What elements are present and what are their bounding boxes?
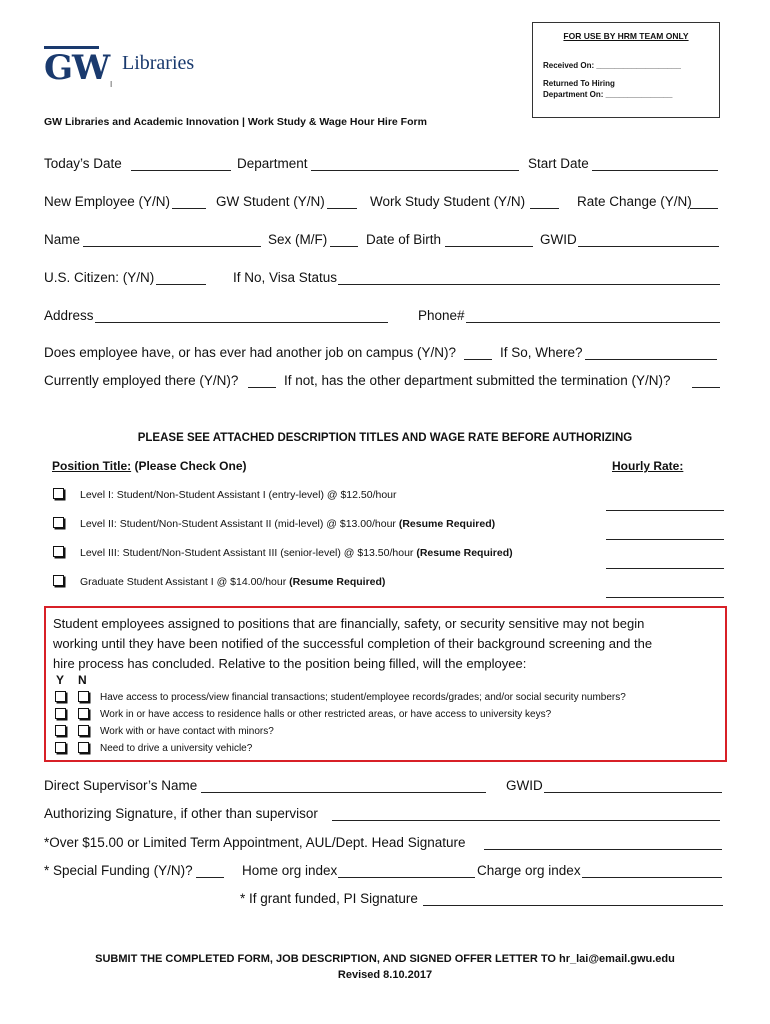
- todays-date-label: Today’s Date: [44, 156, 122, 171]
- hourly-rate-input-2[interactable]: [606, 539, 724, 540]
- hourly-rate-label: Hourly Rate:: [612, 459, 684, 473]
- address-input[interactable]: [95, 322, 388, 323]
- direct-supervisor-input[interactable]: [201, 792, 486, 793]
- no-column-label: N: [78, 673, 87, 687]
- direct-supervisor-label: Direct Supervisor’s Name: [44, 778, 198, 793]
- hourly-rate-input-3[interactable]: [606, 568, 724, 569]
- position-title-header: [52, 459, 247, 473]
- position-option-2: [80, 518, 495, 530]
- position-option-4: [80, 576, 385, 588]
- special-funding-label: * Special Funding (Y/N)?: [44, 863, 193, 878]
- charge-org-input[interactable]: [582, 877, 722, 878]
- address-label: Address: [44, 308, 94, 323]
- gw-logo: GW: [44, 48, 110, 88]
- bg-question-1: Have access to process/view financial transactions; student/employee records/grades; and/or social security numbers?: [100, 692, 626, 703]
- hrm-use-box: [532, 22, 720, 118]
- supervisor-gwid-label: GWID: [506, 778, 543, 793]
- gw-student-label: GW Student (Y/N): [216, 194, 325, 209]
- if-so-where-label: If So, Where?: [500, 345, 583, 360]
- new-employee-label: New Employee (Y/N): [44, 194, 171, 209]
- revised-date: Revised 8.10.2017: [337, 969, 433, 981]
- home-org-label: Home org index: [242, 863, 338, 878]
- bg-question-2: Work in or have access to residence halls or other restricted areas, or have access to university keys?: [100, 709, 552, 720]
- position-note-2: (Resume Required): [398, 518, 496, 530]
- date-of-birth-input[interactable]: [445, 246, 533, 247]
- home-org-input[interactable]: [338, 877, 475, 878]
- gwid-input[interactable]: [578, 246, 719, 247]
- returned-to-hiring-label: Returned To Hiring: [543, 79, 615, 88]
- termination-input[interactable]: [692, 387, 720, 388]
- yes-column-label: Y: [56, 673, 65, 687]
- special-funding-input[interactable]: [196, 877, 224, 878]
- name-label: Name: [44, 232, 81, 247]
- bg-q3-no-checkbox[interactable]: [78, 725, 89, 736]
- received-on-field: Received On: ___________________: [543, 61, 681, 70]
- bg-q1-no-checkbox[interactable]: [78, 691, 89, 702]
- department-label: Department: [237, 156, 308, 171]
- work-study-student-label: Work Study Student (Y/N): [370, 194, 526, 209]
- authorizing-signature-label: Authorizing Signature, if other than supervisor: [44, 806, 318, 821]
- sex-label: Sex (M/F): [268, 232, 328, 247]
- background-notice: [53, 614, 652, 674]
- position-label-3: Level III: Student/Non-Student Assistant III (senior-level) @ $13.50/hour: [80, 547, 414, 559]
- hourly-rate-input-4[interactable]: [606, 597, 724, 598]
- background-notice-line-3: hire process has concluded. Relative to the position being filled, will the employee:: [53, 656, 527, 671]
- position-note-4: (Resume Required): [289, 576, 386, 588]
- start-date-input[interactable]: [592, 170, 718, 171]
- libraries-logo-text: Libraries: [122, 52, 195, 74]
- position-checkbox-4[interactable]: [53, 575, 64, 586]
- position-title-label: Position Title:: [52, 459, 132, 473]
- phone-input[interactable]: [466, 322, 720, 323]
- bg-q3-yes-checkbox[interactable]: [55, 725, 66, 736]
- bg-question-3: Work with or have contact with minors?: [100, 726, 274, 737]
- currently-employed-label: Currently employed there (Y/N)?: [44, 373, 239, 388]
- section-heading: PLEASE SEE ATTACHED DESCRIPTION TITLES AND WAGE RATE BEFORE AUTHORIZING: [137, 432, 633, 444]
- position-checkbox-3[interactable]: [53, 546, 64, 557]
- other-job-label: Does employee have, or has ever had another job on campus (Y/N)?: [44, 345, 456, 360]
- rate-change-input[interactable]: [690, 208, 718, 209]
- rate-change-label: Rate Change (Y/N): [577, 194, 692, 209]
- over-15-signature-input[interactable]: [484, 849, 722, 850]
- authorizing-signature-input[interactable]: [332, 820, 720, 821]
- bg-q2-yes-checkbox[interactable]: [55, 708, 66, 719]
- if-so-where-input[interactable]: [585, 359, 717, 360]
- bg-q1-yes-checkbox[interactable]: [55, 691, 66, 702]
- date-of-birth-label: Date of Birth: [366, 232, 442, 247]
- position-option-3: [80, 547, 513, 559]
- pi-signature-label: * If grant funded, PI Signature: [240, 891, 418, 906]
- position-option-1: [80, 489, 397, 501]
- bg-question-4: Need to drive a university vehicle?: [100, 743, 253, 754]
- position-label-1: Level I: Student/Non-Student Assistant I (entry-level) @ $12.50/hour: [80, 489, 397, 501]
- new-employee-input[interactable]: [172, 208, 206, 209]
- position-checkbox-2[interactable]: [53, 517, 64, 528]
- bg-q4-no-checkbox[interactable]: [78, 742, 89, 753]
- sex-input[interactable]: [330, 246, 358, 247]
- gwid-label: GWID: [540, 232, 577, 247]
- visa-status-label: If No, Visa Status: [233, 270, 338, 285]
- background-notice-line-2: working until they have been notified of the successful completion of their background screening and the: [53, 636, 653, 651]
- position-label-2: Level II: Student/Non-Student Assistant II (mid-level) @ $13.00/hour: [80, 518, 396, 530]
- us-citizen-input[interactable]: [156, 284, 206, 285]
- department-on-field: Department On: _______________: [543, 90, 673, 99]
- visa-status-input[interactable]: [338, 284, 720, 285]
- gw-student-input[interactable]: [327, 208, 357, 209]
- position-checkbox-1[interactable]: [53, 488, 64, 499]
- submit-instructions: SUBMIT THE COMPLETED FORM, JOB DESCRIPTION, AND SIGNED OFFER LETTER TO hr_lai@email.gwu.edu: [95, 953, 675, 965]
- background-notice-line-1: Student employees assigned to positions that are financially, safety, or security sensitive may not begin: [53, 616, 645, 631]
- pi-signature-input[interactable]: [423, 905, 723, 906]
- position-note-3: (Resume Required): [416, 547, 513, 559]
- form-title: GW Libraries and Academic Innovation | Work Study & Wage Hour Hire Form: [44, 116, 427, 128]
- position-title-note: (Please Check One): [134, 459, 247, 473]
- hrm-box-title: FOR USE BY HRM TEAM ONLY: [563, 31, 689, 41]
- us-citizen-label: U.S. Citizen: (Y/N): [44, 270, 155, 285]
- work-study-student-input[interactable]: [530, 208, 559, 209]
- todays-date-input[interactable]: [131, 170, 231, 171]
- name-input[interactable]: [83, 246, 261, 247]
- other-job-input[interactable]: [464, 359, 492, 360]
- charge-org-label: Charge org index: [477, 863, 581, 878]
- bg-q2-no-checkbox[interactable]: [78, 708, 89, 719]
- currently-employed-input[interactable]: [248, 387, 276, 388]
- termination-label: If not, has the other department submitted the termination (Y/N)?: [284, 373, 671, 388]
- position-label-4: Graduate Student Assistant I @ $14.00/hour: [80, 576, 287, 588]
- department-input[interactable]: [311, 170, 519, 171]
- logo-tick: I: [110, 80, 113, 89]
- hourly-rate-input-1[interactable]: [606, 510, 724, 511]
- start-date-label: Start Date: [528, 156, 589, 171]
- bg-q4-yes-checkbox[interactable]: [55, 742, 66, 753]
- phone-label: Phone#: [418, 308, 465, 323]
- supervisor-gwid-input[interactable]: [544, 792, 722, 793]
- over-15-signature-label: *Over $15.00 or Limited Term Appointment, AUL/Dept. Head Signature: [44, 835, 466, 850]
